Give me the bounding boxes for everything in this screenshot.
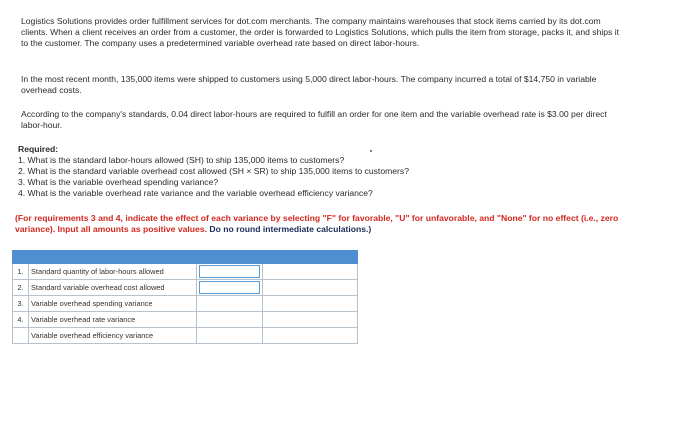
required-item-1: 1. What is the standard labor-hours allowed (SH) to ship 135,000 items to customers? (18, 155, 345, 165)
row-label: Variable overhead spending variance (29, 296, 197, 312)
effect-cell (263, 328, 358, 344)
effect-cell (263, 264, 358, 280)
instruction-text (15, 213, 625, 235)
row-label: Standard quantity of labor-hours allowed (29, 264, 197, 280)
amount-input-cost-allowed[interactable] (199, 281, 260, 294)
table-row (13, 296, 358, 312)
row-number (13, 328, 29, 344)
required-item-3: 3. What is the variable overhead spending variance? (18, 177, 219, 187)
answer-table (12, 250, 358, 344)
table-row (13, 312, 358, 328)
effect-cell (263, 280, 358, 296)
row-number: 1. (13, 264, 29, 280)
table-row (13, 264, 358, 280)
table-row (13, 328, 358, 344)
effect-cell (263, 312, 358, 328)
answer-table-header (13, 251, 358, 264)
required-item-2: 2. What is the standard variable overhead cost allowed (SH × SR) to ship 135,000 items to customers? (18, 166, 409, 176)
amount-input-sh[interactable] (199, 265, 260, 278)
problem-paragraph-month: In the most recent month, 135,000 items were shipped to customers using 5,000 direct labor-hours. The company incurred a total of $14,750 in variable overhead costs. (21, 74, 597, 95)
effect-cell (263, 296, 358, 312)
problem-paragraph-standards: According to the company's standards, 0.04 direct labor-hours are required to fulfill an order for one item and the variable overhead rate is $3.00 per direct labor-hour. (21, 109, 607, 130)
instruction-part-1: (For requirements 3 and 4, indicate the effect of each variance by selecting "F" for favorable, "U" for unfavorable, and "None" for no effect (i.e., zero variance). Input all amounts as positive values. (15, 213, 619, 234)
row-number: 4. (13, 312, 29, 328)
row-label: Variable overhead rate variance (29, 312, 197, 328)
required-item-4: 4. What is the variable overhead rate variance and the variable overhead efficiency variance? (18, 188, 373, 198)
row-number: 3. (13, 296, 29, 312)
row-label: Variable overhead efficiency variance (29, 328, 197, 344)
required-heading: Required: (18, 144, 59, 154)
problem-paragraph-intro: Logistics Solutions provides order fulfillment services for dot.com merchants. The company maintains warehouses that stock items carried by its dot.com clients. When a client receives an order from a customer, the order is forwarded to Logistics Solutions, which pulls the item from storage, packs it, and ships it to the customer. The company uses a predetermined variable overhead rate based on direct labor-hours. (21, 16, 620, 48)
required-section (18, 144, 409, 199)
instruction-part-2: Do no round intermediate calculations.) (209, 224, 372, 234)
table-row (13, 280, 358, 296)
row-number: 2. (13, 280, 29, 296)
row-label: Standard variable overhead cost allowed (29, 280, 197, 296)
